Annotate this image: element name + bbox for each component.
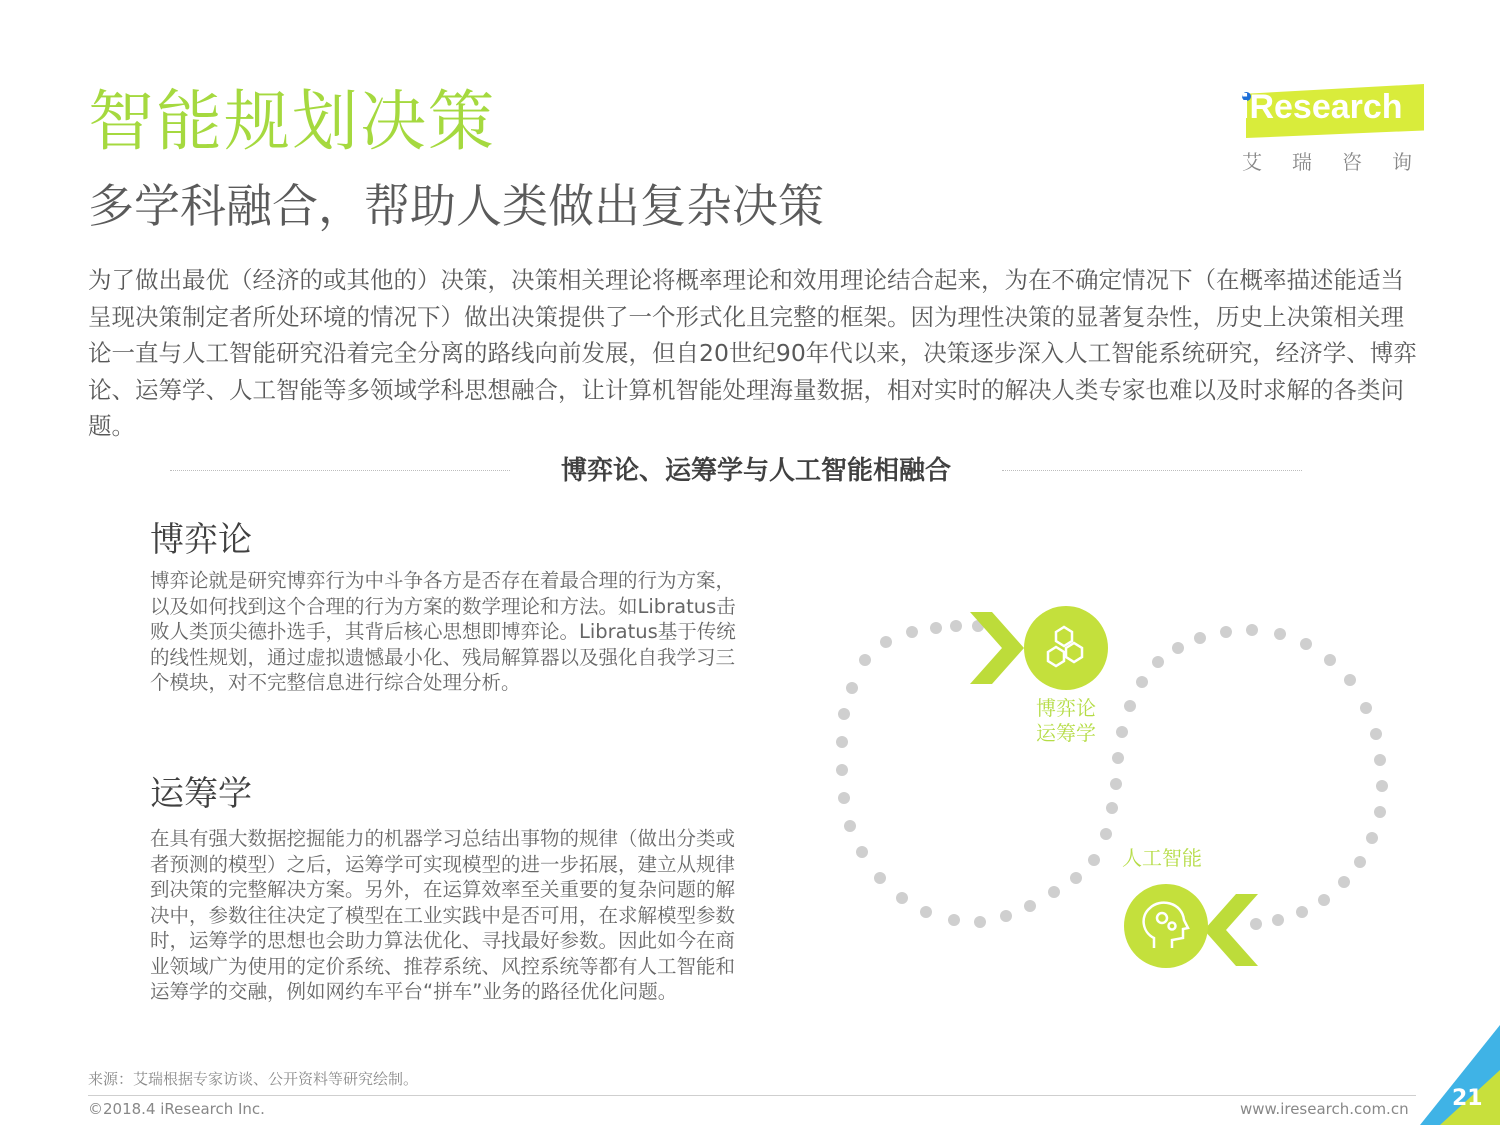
fusion-diagram (820, 590, 1420, 990)
block-heading-operations-research: 运筹学 (150, 774, 252, 814)
copyright: ©2018.4 iResearch Inc. (88, 1100, 265, 1118)
node-label-line-2: 运筹学 (1036, 721, 1096, 745)
node-label-ai: 人工智能 (1122, 846, 1202, 870)
dotted-loops (836, 620, 1388, 930)
node-label-game-theory (1036, 696, 1096, 746)
divider-left (170, 470, 510, 471)
page-number: 21 (1452, 1086, 1483, 1111)
chevron-left-icon (1204, 894, 1258, 966)
footer-divider (88, 1095, 1416, 1096)
page-subtitle: 多学科融合，帮助人类做出复杂决策 (88, 179, 824, 233)
intro-paragraph: 为了做出最优（经济的或其他的）决策，决策相关理论将概率理论和效用理论结合起来，为在不确定情况下（在概率描述能适当呈现决策制定者所处环境的情况下）做出决策提供了一个形式化且完整的框架。因为理性决策的显著复杂性，历史上决策相关理论一直与人工智能研究沿着完全分离的路线向前发展，但自20世纪90年代以来，决策逐步深入人工智能系统研究，经济学、博弈论、运筹学、人工智能等多领域学科思想融合，让计算机智能处理海量数据，相对实时的解决人类专家也难以及时求解的各类问题。 (88, 266, 1417, 440)
block-heading-game-theory: 博弈论 (150, 520, 252, 560)
node-game-theory (1024, 606, 1108, 690)
logo-brand: iResearch (1240, 88, 1403, 126)
block-body-operations-research: 在具有强大数据挖掘能力的机器学习总结出事物的规律（做出分类或者预测的模型）之后，运筹学可实现模型的进一步拓展，建立从规律到决策的完整解决方案。另外，在运算效率至关重要的复杂问题的解决中，参数往往决定了模型在工业实践中是否可用，在求解模型参数时，运筹学的思想也会助力算法优化、寻找最好参数。因此如今在商业领域广为使用的定价系统、推荐系统、风控系统等都有人工智能和运筹学的交融，例如网约车平台“拼车”业务的路径优化问题。 (150, 827, 736, 1003)
website-link[interactable]: www.iresearch.com.cn (1240, 1100, 1409, 1118)
section-title: 博弈论、运筹学与人工智能相融合 (560, 456, 951, 486)
block-body-game-theory: 博弈论就是研究博弈行为中斗争各方是否存在着最合理的行为方案，以及如何找到这个合理的行为方案的数学理论和方法。如Libratus击败人类顶尖德扑选手，其背后核心思想即博弈论。Libratus基于传统的线性规划，通过虚拟遗憾最小化、残局解算器以及强化自我学习三个模块，对不完整信息进行综合处理分析。 (150, 569, 736, 694)
divider-right (1002, 470, 1302, 471)
logo-cn: 艾瑞咨询 (1242, 150, 1442, 174)
node-label-line-1: 博弈论 (1036, 696, 1096, 720)
page-title: 智能规划决策 (88, 83, 496, 160)
node-ai (1124, 884, 1208, 968)
iresearch-logo (1232, 78, 1442, 178)
source-note: 来源：艾瑞根据专家访谈、公开资料等研究绘制。 (88, 1070, 419, 1088)
